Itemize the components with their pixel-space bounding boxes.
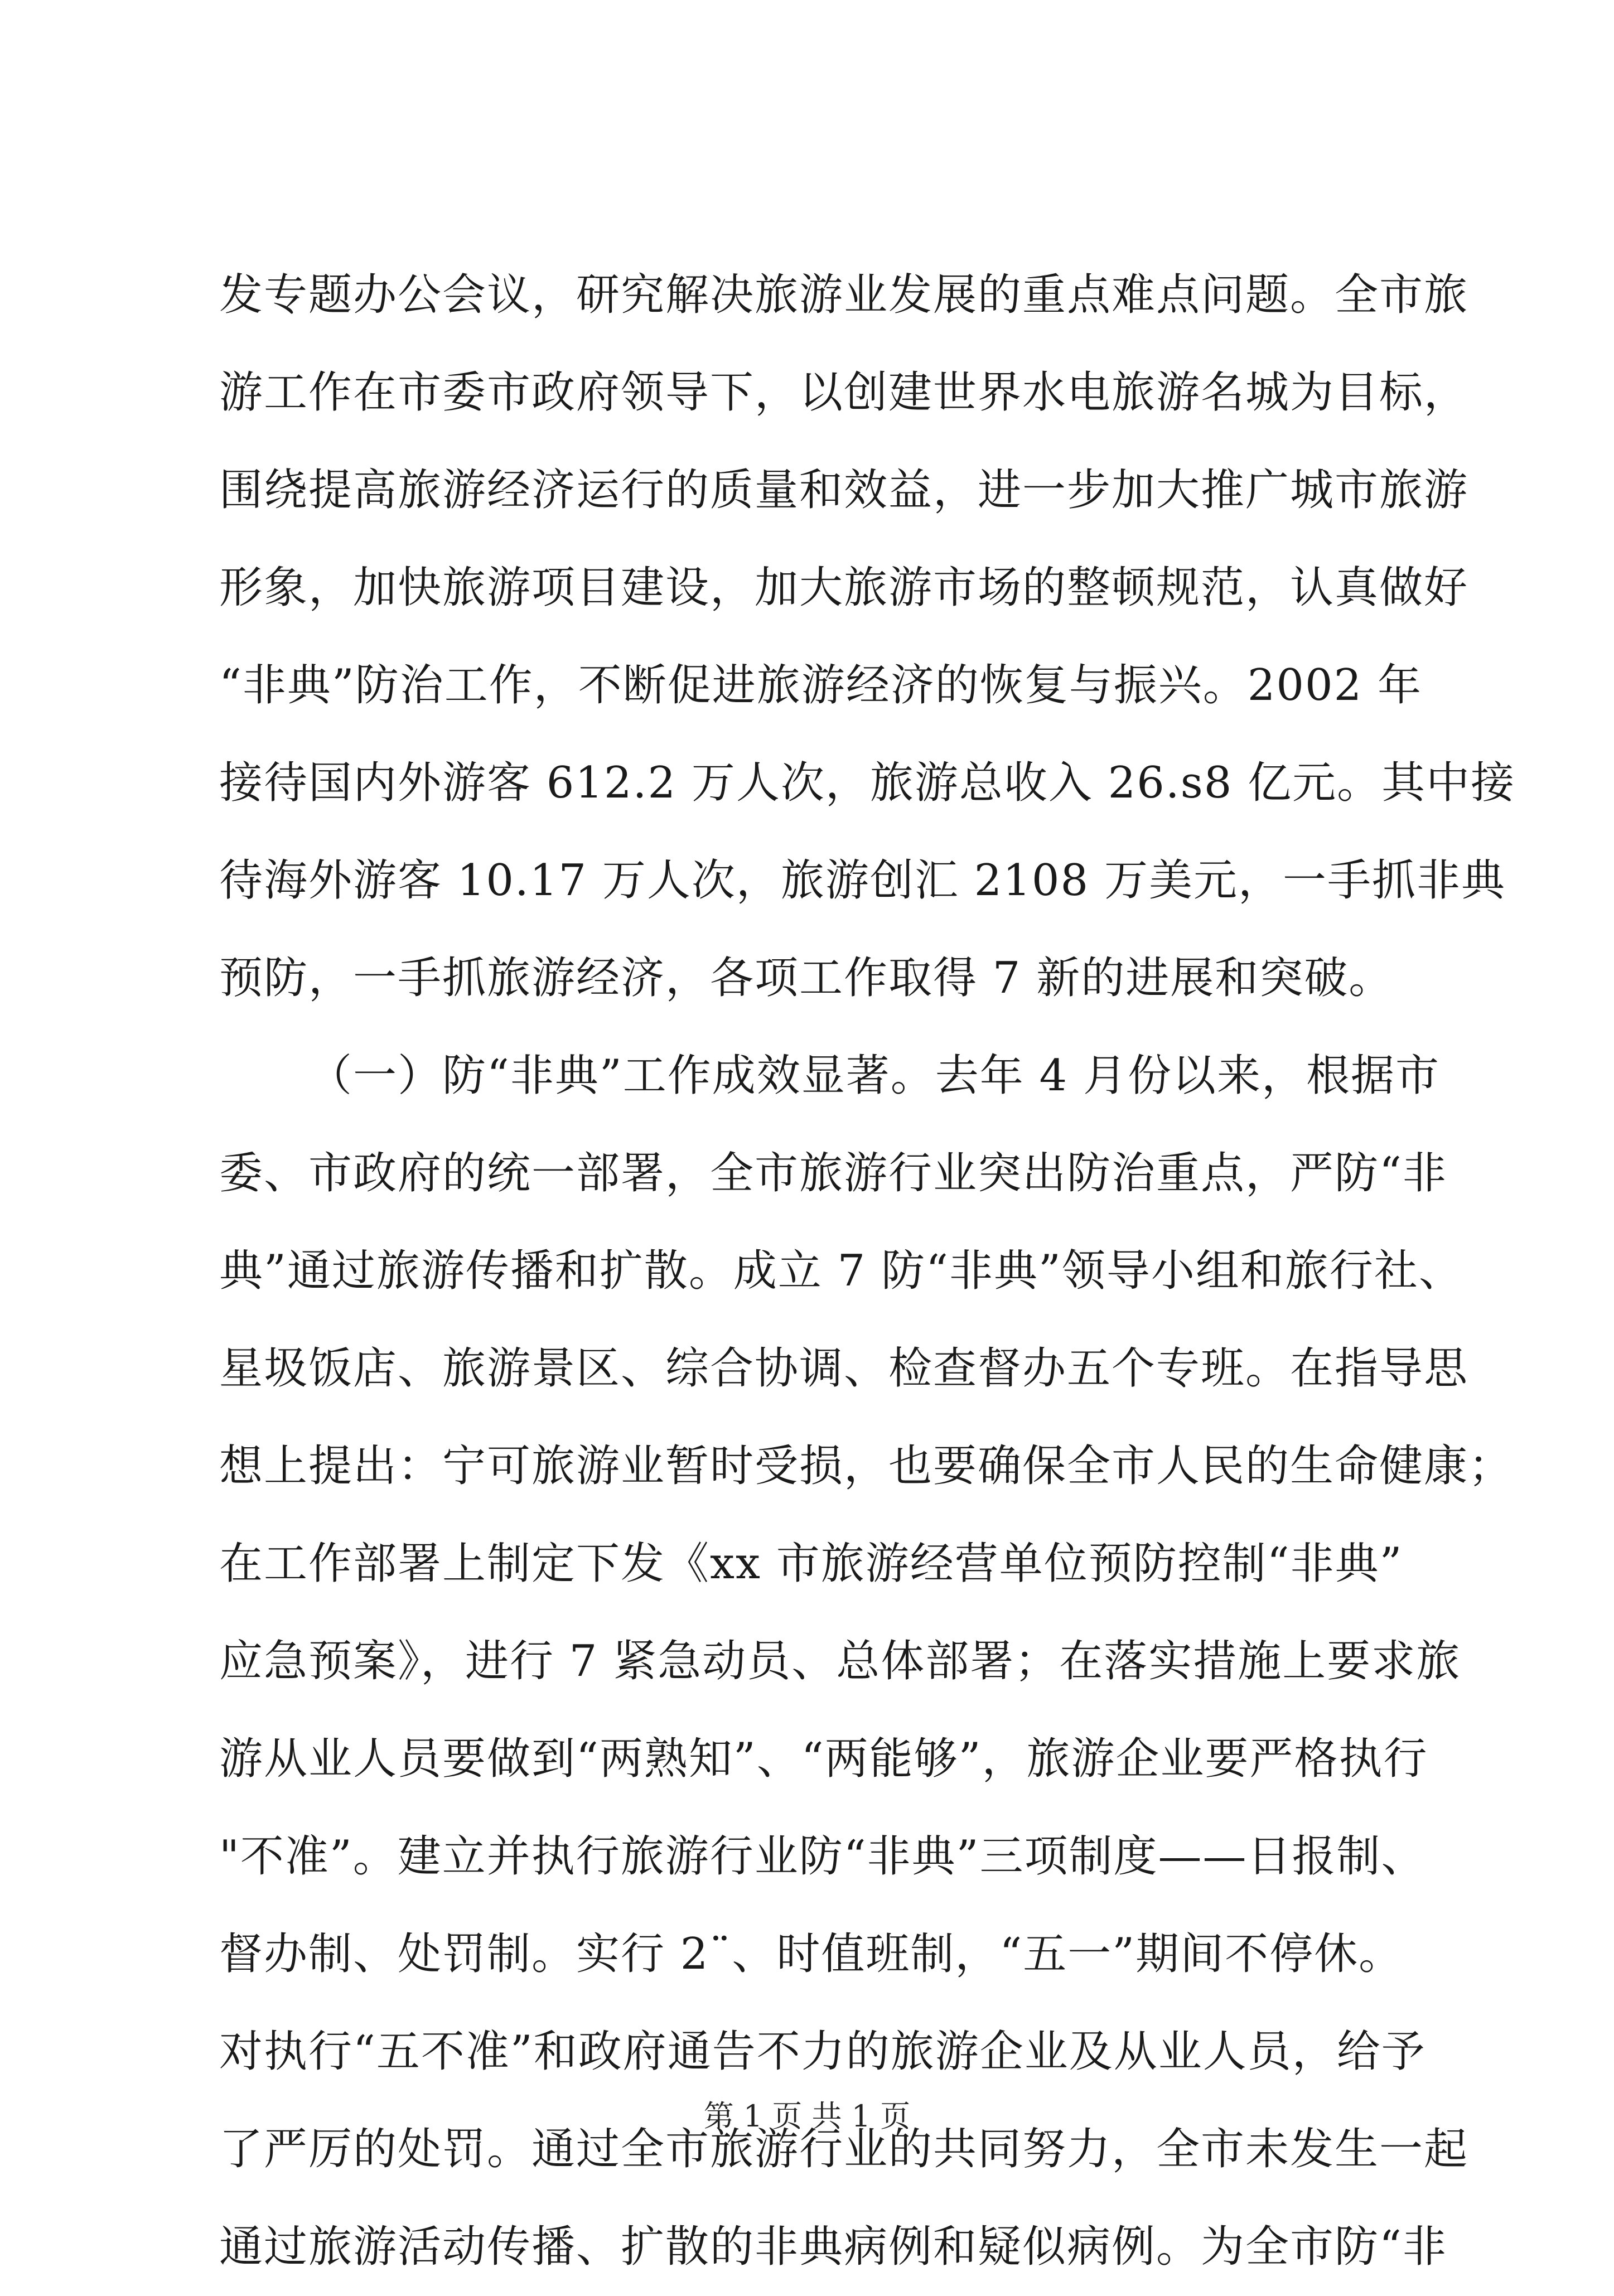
text-line: 预防，一手抓旅游经济，各项工作取得 7 新的进展和突破。	[219, 953, 1394, 1003]
text-line: 督办制、处罚制。实行 2¨、时值班制，“五一”期间不停休。	[219, 1929, 1404, 1979]
text-line: 委、市政府的统一部署，全市旅游行业突出防治重点，严防“非	[219, 1148, 1447, 1198]
text-line: 了严厉的处罚。通过全市旅游行业的共同努力，全市未发生一起	[219, 2124, 1469, 2174]
text-line: 应急预案》，进行 7 紧急动员、总体部署；在落实措施上要求旅	[219, 1636, 1461, 1686]
text-line: "不准”。建立并执行旅游行业防“非典”三项制度——日报制、	[219, 1831, 1426, 1882]
text-line: 对执行“五不准”和政府通告不力的旅游企业及从业人员，给予	[219, 2027, 1426, 2077]
text-line: 发专题办公会议，研究解决旅游业发展的重点难点问题。全市旅	[219, 270, 1469, 320]
text-line: 在工作部署上制定下发《xx 市旅游经营单位预防控制“非典”	[219, 1539, 1403, 1589]
text-line: 想上提出：宁可旅游业暂时受损，也要确保全市人民的生命健康；	[219, 1441, 1514, 1491]
text-line: 游从业人员要做到“两熟知”、“两能够”，旅游企业要严格执行	[219, 1734, 1428, 1784]
section-heading-line: （一）防“非典”工作成效显著。去年 4 月份以来，根据市	[308, 1051, 1440, 1101]
text-line: 接待国内外游客 612.2 万人次，旅游总收入 26.s8 亿元。其中接	[219, 758, 1516, 808]
body-text	[219, 246, 1516, 2296]
text-line: 围绕提高旅游经济运行的质量和效益，进一步加大推广城市旅游	[219, 465, 1469, 515]
text-line: 游工作在市委市政府领导下，以创建世界水电旅游名城为目标，	[219, 368, 1469, 418]
text-line: 星圾饭店、旅游景区、综合协调、检查督办五个专班。在指导思	[219, 1343, 1469, 1394]
text-line: 待海外游客 10.17 万人次，旅游创汇 2108 万美元，一手抓非典	[219, 855, 1506, 906]
page-footer: 第 1 页 共 1 页	[703, 2099, 911, 2134]
text-line: 典”通过旅游传播和扩散。成立 7 防“非典”领导小组和旅行社、	[219, 1246, 1463, 1296]
text-line: “非典”防治工作，不断促进旅游经济的恢复与振兴。2002 年	[219, 660, 1423, 710]
text-line: 形象，加快旅游项目建设，加大旅游市场的整顿规范，认真做好	[219, 563, 1469, 613]
text-line: 通过旅游活动传播、扩散的非典病例和疑似病例。为全市防“非	[219, 2222, 1447, 2272]
